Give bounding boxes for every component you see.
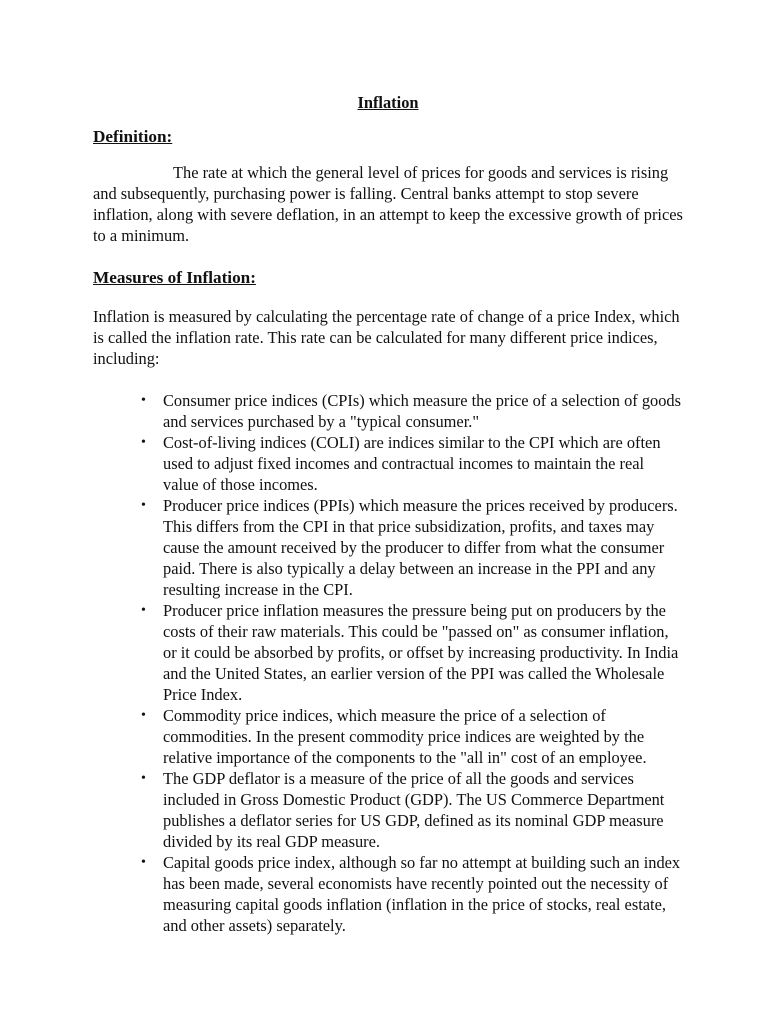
list-item-text: The GDP deflator is a measure of the price of all the goods and services included in Gross Domestic Product (GDP). The US Commerce Department publishes a deflator series for US GDP, defined as its nominal GDP measure divided by its real GDP measure. xyxy=(163,769,665,851)
list-item-text: Consumer price indices (CPIs) which measure the price of a selection of goods and services purchased by a "typical consumer." xyxy=(163,391,681,431)
list-item xyxy=(93,390,683,432)
measures-heading: Measures of Inflation: xyxy=(93,268,256,287)
list-item xyxy=(93,768,683,852)
measures-intro-paragraph: Inflation is measured by calculating the percentage rate of change of a price Index, which is called the inflation rate. This rate can be calculated for many different price indices, including: xyxy=(93,307,680,368)
bullet-icon: • xyxy=(141,771,146,786)
definition-heading: Definition: xyxy=(93,127,173,146)
list-item xyxy=(93,600,683,705)
bullet-icon: • xyxy=(141,855,146,870)
list-item xyxy=(93,495,683,600)
list-item xyxy=(93,852,683,936)
bullet-icon: • xyxy=(141,498,146,513)
bullet-icon: • xyxy=(141,603,146,618)
list-item xyxy=(93,432,683,495)
document-page xyxy=(93,92,683,936)
document-title: Inflation xyxy=(357,93,419,112)
list-item-text: Capital goods price index, although so far no attempt at building such an index has been made, several economists have recently pointed out the necessity of measuring capital goods inflation (inflation in the price of stocks, real estate, and other assets) separately. xyxy=(163,853,681,935)
bullet-icon: • xyxy=(141,393,146,408)
list-item-text: Producer price inflation measures the pressure being put on producers by the costs of their raw materials. This could be "passed on" as consumer inflation, or it could be absorbed by profits, or offset by increasing productivity. In India and the United States, an earlier version of the PPI was called the Wholesale Price Index. xyxy=(163,601,679,704)
price-indices-list xyxy=(93,390,683,936)
list-item-text: Producer price indices (PPIs) which measure the prices received by producers. This differs from the CPI in that price subsidization, profits, and taxes may cause the amount received by the producer to differ from what the consumer paid. There is also typically a delay between an increase in the PPI and any resulting increase in the CPI. xyxy=(163,496,678,599)
definition-paragraph: The rate at which the general level of prices for goods and services is rising and subsequently, purchasing power is falling. Central banks attempt to stop severe inflation, along with severe deflation, in an attempt to keep the excessive growth of prices to a minimum. xyxy=(93,163,683,245)
list-item-text: Cost-of-living indices (COLI) are indices similar to the CPI which are often used to adjust fixed incomes and contractual incomes to maintain the real value of those incomes. xyxy=(163,433,661,494)
bullet-icon: • xyxy=(141,435,146,450)
list-item xyxy=(93,705,683,768)
list-item-text: Commodity price indices, which measure the price of a selection of commodities. In the present commodity price indices are weighted by the relative importance of the components to the "all in" cost of an employee. xyxy=(163,706,647,767)
bullet-icon: • xyxy=(141,708,146,723)
